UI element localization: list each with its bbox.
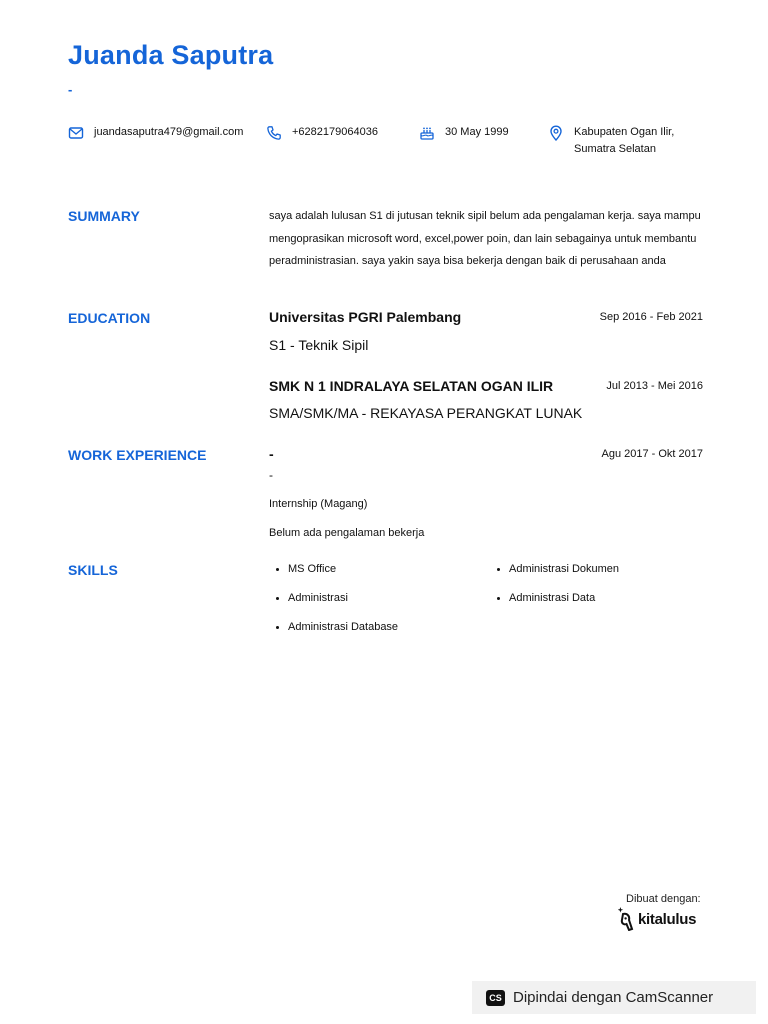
contact-location-line2: Sumatra Selatan: [574, 143, 656, 155]
skill-item: [276, 621, 398, 633]
summary-text: saya adalah lulusan S1 di jutusan teknik sipil belum ada pengalaman kerja. saya mampu mengoprasikan microsoft word, excel,power poin, dan lain sebagainya untuk membantu peradministrasian. saya yakin saya bisa bekerja dengan baik di perusahaan anda: [269, 210, 701, 267]
skills-heading: SKILLS: [68, 562, 118, 578]
education-date: Jul 2013 - Mei 2016: [606, 380, 703, 392]
bullet-icon: [276, 597, 279, 600]
contact-birth-date-text: 30 May 1999: [445, 126, 509, 138]
work-date: Agu 2017 - Okt 2017: [601, 448, 703, 460]
contact-phone-text: +6282179064036: [292, 126, 378, 138]
contact-birth-date: [419, 126, 509, 141]
work-description: Belum ada pengalaman bekerja: [269, 527, 425, 539]
summary-heading: SUMMARY: [68, 208, 140, 224]
bullet-icon: [276, 568, 279, 571]
education-degree: SMA/SMK/MA - REKAYASA PERANGKAT LUNAK: [269, 405, 583, 421]
contact-phone[interactable]: [266, 126, 378, 141]
education-degree: S1 - Teknik Sipil: [269, 337, 369, 353]
contact-location-line1: Kabupaten Ogan Ilir,: [574, 126, 675, 138]
camscanner-logo-icon: CS: [486, 990, 505, 1006]
bullet-icon: [276, 626, 279, 629]
bullet-icon: [497, 568, 500, 571]
education-school: Universitas PGRI Palembang: [269, 309, 462, 325]
education-school: SMK N 1 INDRALAYA SELATAN OGAN ILIR: [269, 378, 554, 394]
work-experience-heading: WORK EXPERIENCE: [68, 447, 207, 463]
skill-label: MS Office: [288, 563, 337, 575]
education-heading: EDUCATION: [68, 310, 151, 326]
bullet-icon: [497, 597, 500, 600]
camscanner-text: Dipindai dengan CamScanner: [513, 989, 714, 1006]
skill-label: Administrasi Database: [288, 621, 399, 633]
skill-label: Administrasi: [288, 592, 348, 604]
skill-item: [497, 592, 595, 604]
contact-email-text: juandasaputra479@gmail.com: [94, 126, 244, 138]
cake-icon: [419, 125, 435, 141]
camscanner-watermark: [472, 981, 756, 1014]
phone-icon: [266, 125, 282, 141]
location-pin-icon: [548, 125, 564, 141]
contact-location: [548, 126, 674, 160]
kitalulus-logo-icon: [618, 907, 636, 931]
kitalulus-brand-text: kitalulus: [638, 910, 697, 928]
contact-email[interactable]: [68, 126, 243, 141]
skill-label: Administrasi Data: [509, 592, 596, 604]
skill-item: [276, 563, 336, 575]
work-type: Internship (Magang): [269, 498, 368, 510]
work-position: -: [269, 446, 274, 462]
kitalulus-brand: [618, 907, 718, 931]
candidate-name: Juanda Saputra: [68, 40, 274, 70]
candidate-subtitle: -: [68, 82, 73, 97]
skill-label: Administrasi Dokumen: [509, 563, 620, 575]
education-date: Sep 2016 - Feb 2021: [599, 311, 703, 323]
work-company: -: [269, 468, 273, 482]
made-with-label: Dibuat dengan:: [626, 893, 701, 905]
skill-item: [276, 592, 348, 604]
made-with-badge: [618, 893, 718, 931]
skill-item: [497, 563, 619, 575]
mail-icon: [68, 125, 84, 141]
